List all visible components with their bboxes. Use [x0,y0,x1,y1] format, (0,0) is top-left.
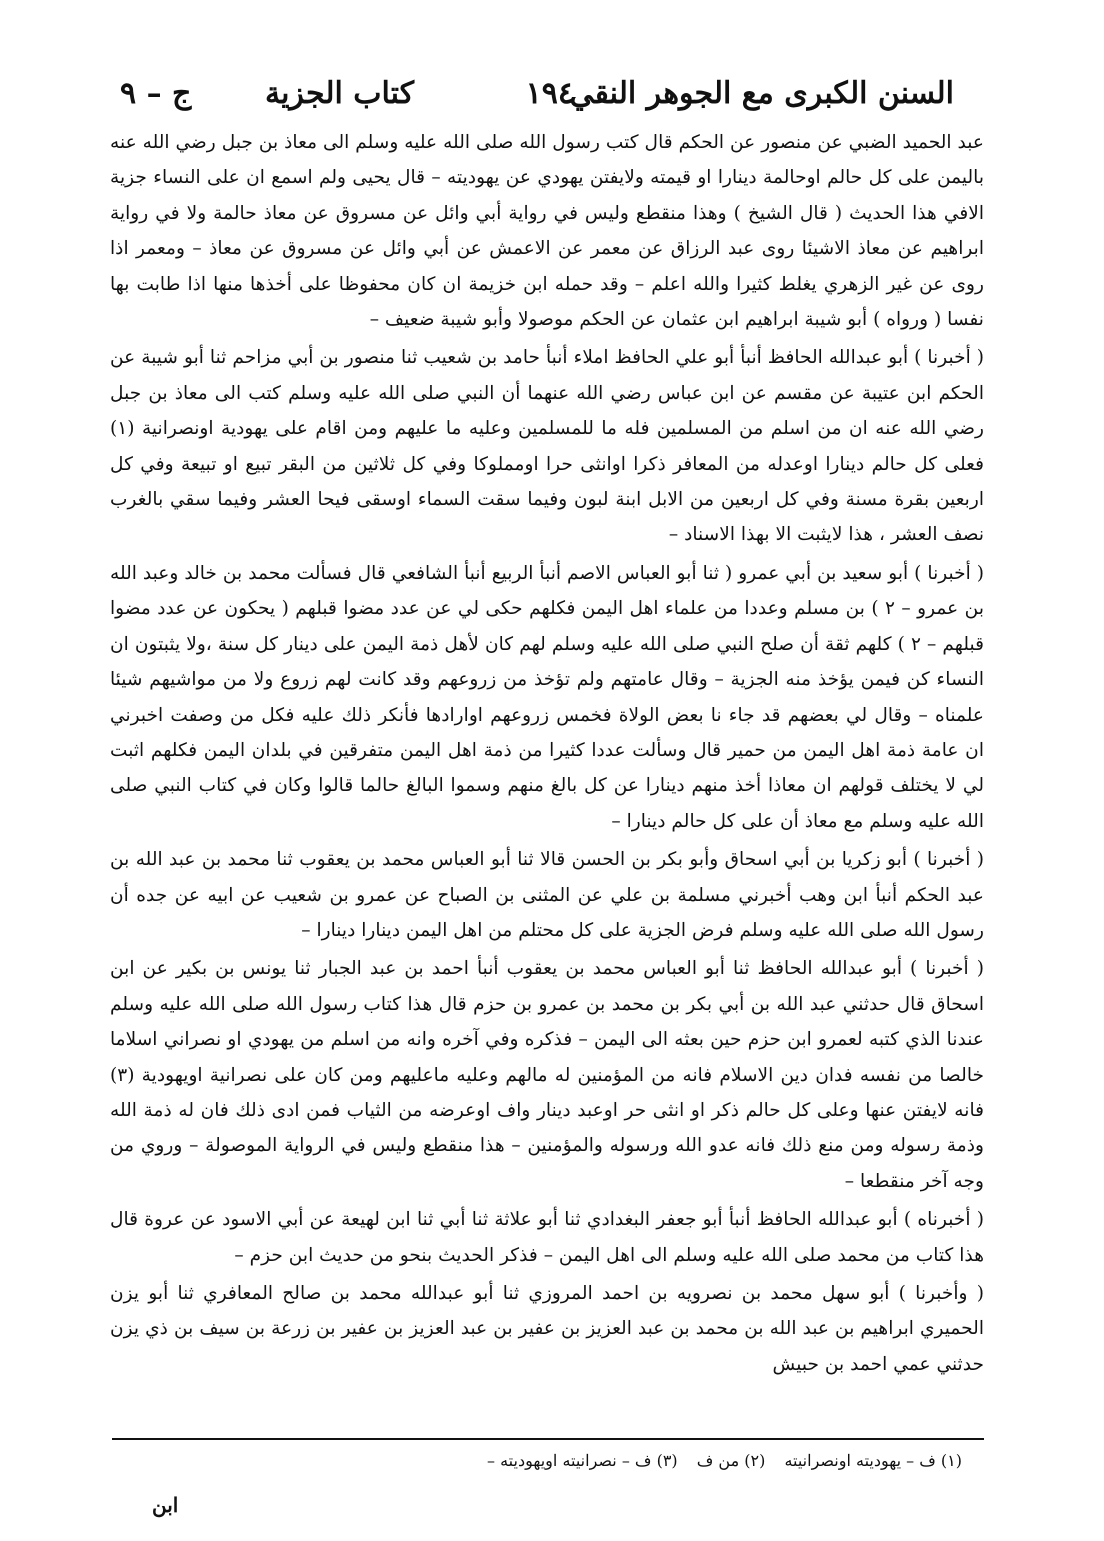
paragraph: ( وأخبرنا ) أبو سهل محمد بن نصرويه بن احمد المروزي ثنا أبو عبدالله محمد بن صالح المعافري ثنا أبو يزن الحميري ابراهيم بن عبد الله بن محمد بن عبد العزيز بن عفير بن عبد العزيز بن عفير بن زرعة بن سيف بن ذي يزن حدثني عمي احمد بن حبيش [110,1283,984,1375]
catchword: ابن [152,1493,179,1517]
footnote: (١) ف – يهوديته اونصرانيته [784,1451,962,1470]
book-title: السنن الكبرى مع الجوهر النقي [569,76,954,111]
volume-number: ج – ٩ [120,76,192,111]
footnote: (٣) ف – نصرانيته اويهوديته – [487,1451,678,1470]
page-number: ١٩٤ [525,76,574,111]
footnote: (٢) من ف [696,1451,766,1470]
paragraph: ( أخبرنا ) أبو عبدالله الحافظ ثنا أبو العباس محمد بن يعقوب أنبأ احمد بن عبد الجبار ثنا يونس بن بكير عن ابن اسحاق قال حدثني عبد الله بن أبي بكر بن محمد بن عمرو بن حزم قال هذا كتاب رسول الله صلى الله عليه وسلم عندنا الذي كتبه لعمرو ابن حزم حين بعثه الى اليمن – فذكره وفي آخره وانه من اسلم من يهودي او نصراني اسلاما خالصا من نفسه فدان دين الاسلام فانه من المؤمنين له مالهم وعليه ماعليهم ومن كان على نصرانية اويهودية (٣) فانه لايفتن عنها وعلى كل حالم ذكر او انثى حر اوعبد دينار واف اوعرضه من الثياب فمن ادى ذلك فان له ذمة الله وذمة رسوله ومن منع ذلك فانه عدو الله ورسوله والمؤمنين – هذا منقطع وليس في الرواية الموصولة – وروي من وجه آخر منقطعا – [110,958,984,1192]
paragraph: ( أخبرنا ) أبو زكريا بن أبي اسحاق وأبو بكر بن الحسن قالا ثنا أبو العباس محمد بن يعقوب ثنا محمد بن عبد الله بن عبد الحكم أنبأ ابن وهب أخبرني مسلمة بن علي عن المثنى بن الصباح عن عمرو بن شعيب عن ابيه عن جده أن رسول الله صلى الله عليه وسلم فرض الجزية على كل محتلم من اهل اليمن دينارا دينارا – [110,849,984,941]
main-text [110,125,984,1382]
paragraph: ( أخبرنا ) أبو سعيد بن أبي عمرو ( ثنا أبو العباس الاصم أنبأ الربيع أنبأ الشافعي قال فسألت محمد بن خالد وعبد الله بن عمرو – ٢ ) بن مسلم وعددا من علماء اهل اليمن فكلهم حكى لي عن عدد مضوا قبلهم ( يحكون عن عدد مضوا قبلهم – ٢ ) كلهم ثقة أن صلح النبي صلى الله عليه وسلم لهم كان لأهل ذمة اليمن على دينار كل سنة ،ولا يثبتون ان النساء كن فيمن يؤخذ منه الجزية – وقال عامتهم ولم تؤخذ من زروعهم وقد كانت لهم زروع ولا من مواشيهم شيئا علمناه – وقال لي بعضهم قد جاء نا بعض الولاة فخمس زروعهم اوارادها فأنكر ذلك عليه فكل من وصفت اخبرني ان عامة ذمة اهل اليمن من حمير قال وسألت عددا كثيرا من ذمة اهل اليمن متفرقين في بلدان اليمن فكلهم اثبت لي لا يختلف قولهم ان معاذا أخذ منهم دينارا عن كل بالغ منهم وسموا البالغ حالما قالوا وكان في كتاب النبي صلى الله عليه وسلم مع معاذ أن على كل حالم دينارا – [110,562,984,832]
footnote-divider [112,1438,984,1440]
footnotes [150,1446,962,1476]
page-header [120,70,954,118]
chapter-title: كتاب الجزية [265,76,414,111]
paragraph: ( أخبرناه ) أبو عبدالله الحافظ أنبأ أبو جعفر البغدادي ثنا أبو علاثة ثنا أبي ثنا ابن لهيعة عن أبي الاسود عن عروة قال هذا كتاب من محمد صلى الله عليه وسلم الى اهل اليمن – فذكر الحديث بنحو من حديث ابن حزم – [110,1209,984,1266]
paragraph: ( أخبرنا ) أبو عبدالله الحافظ أنبأ أبو علي الحافظ املاء أنبأ حامد بن شعيب ثنا منصور بن أبي مزاحم ثنا أبو شيبة عن الحكم ابن عتيبة عن مقسم عن ابن عباس رضي الله عنهما أن النبي صلى الله عليه وسلم كتب الى معاذ بن جبل رضي الله عنه ان من اسلم من المسلمين فله ما للمسلمين وعليه ما عليهم ومن اقام على يهودية اونصرانية (١) فعلى كل حالم دينارا اوعدله من المعافر ذكرا اوانثى حرا اومملوكا وفي كل ثلاثين من البقر تبيع او تبيعة وفي كل اربعين بقرة مسنة وفي كل اربعين من الابل ابنة لبون وفيما سقت السماء اوسقى فيحا العشر وفيما سقي بالغرب نصف العشر ، هذا لايثبت الا بهذا الاسناد – [110,347,984,546]
paragraph: عبد الحميد الضبي عن منصور عن الحكم قال كتب رسول الله صلى الله عليه وسلم الى معاذ بن جبل رضي الله عنه باليمن على كل حالم اوحالمة دينارا او قيمته ولايفتن يهودي عن يهوديته – قال يحيى ولم اسمع ان على النساء جزية الافي هذا الحديث ( قال الشيخ ) وهذا منقطع وليس في رواية أبي وائل عن مسروق عن معاذ حالمة ولا في رواية ابراهيم عن معاذ الاشيئا روى عبد الرزاق عن معمر عن الاعمش عن أبي وائل عن مسروق عن معاذ – ومعمر اذا روى عن غير الزهري يغلط كثيرا والله اعلم – وقد حمله ابن خزيمة ان كان محفوظا على أخذها منها اذا طابت بها نفسا ( ورواه ) أبو شيبة ابراهيم ابن عثمان عن الحكم موصولا وأبو شيبة ضعيف – [110,132,984,331]
